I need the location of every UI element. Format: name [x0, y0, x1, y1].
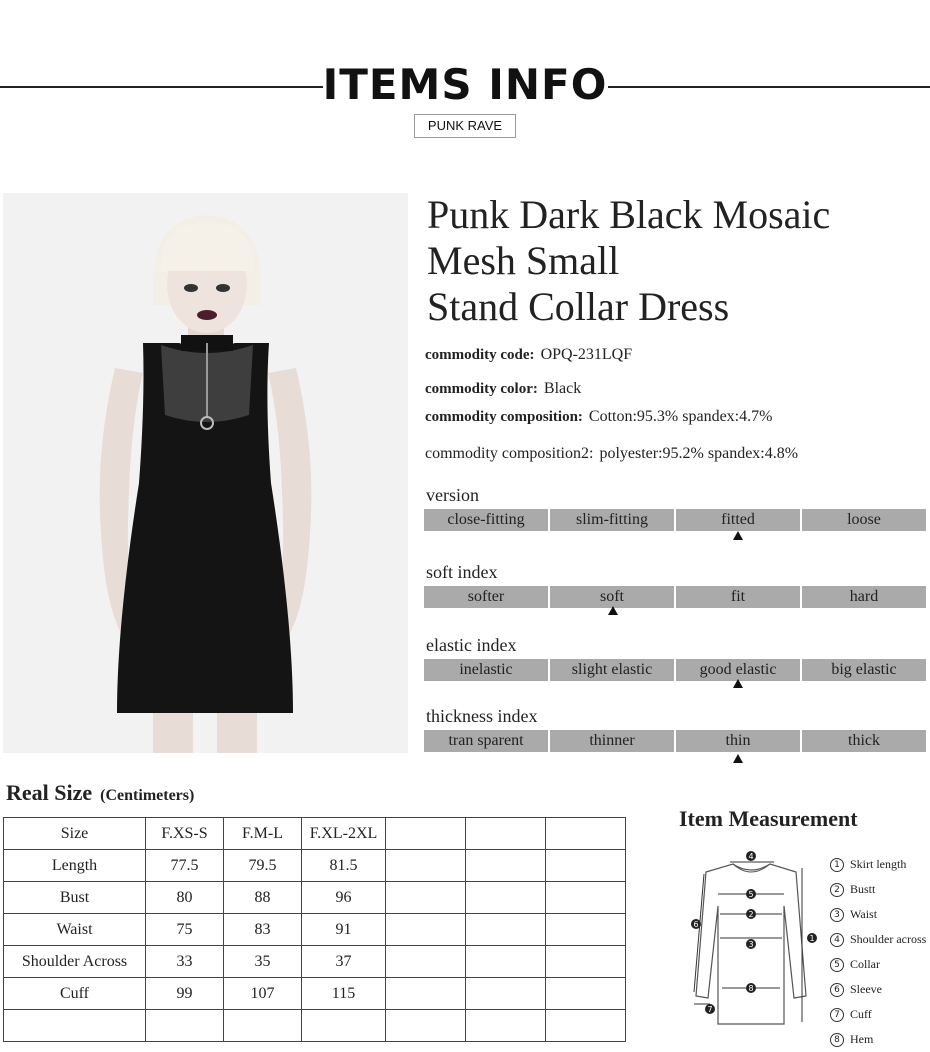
elastic-index-marker: [733, 679, 743, 688]
legend-number: 4: [830, 933, 844, 947]
legend-item: [830, 952, 926, 977]
table-cell: [466, 978, 546, 1010]
version-scale: [424, 509, 928, 531]
elastic-index-scale: [424, 659, 928, 681]
table-cell: 75: [146, 914, 224, 946]
table-cell: 80: [146, 882, 224, 914]
table-cell: [386, 882, 466, 914]
table-cell: F.XL-2XL: [302, 818, 386, 850]
soft-index-option: fit: [676, 586, 800, 608]
table-cell: Waist: [4, 914, 146, 946]
info-value: polyester:95.2% spandex:4.8%: [599, 445, 799, 462]
info-value: Black: [543, 380, 582, 397]
real-size-heading: Real Size: [6, 780, 93, 805]
table-cell: [386, 818, 466, 850]
info-value: Cotton:95.3% spandex:4.7%: [588, 408, 773, 425]
product-title-line: Punk Dark Black Mosaic: [427, 192, 831, 237]
elastic-index-label: elastic index: [426, 635, 517, 655]
table-header-row: [4, 818, 626, 850]
info-key: commodity color:: [425, 381, 538, 397]
soft-index-marker: [608, 606, 618, 615]
svg-text:7: 7: [707, 1005, 713, 1014]
product-photo: [3, 193, 408, 753]
table-cell: F.XS-S: [146, 818, 224, 850]
product-title-line: Stand Collar Dress: [427, 284, 730, 329]
table-cell: [546, 818, 626, 850]
table-cell: Bust: [4, 882, 146, 914]
table-cell: F.M-L: [224, 818, 302, 850]
legend-item: [830, 877, 926, 902]
legend-label: Cuff: [850, 1007, 872, 1021]
info-key: commodity code:: [425, 347, 535, 363]
table-cell: 96: [302, 882, 386, 914]
legend-item: [830, 852, 926, 877]
table-cell: Shoulder Across: [4, 946, 146, 978]
commodity-code: [425, 346, 632, 364]
table-cell: 88: [224, 882, 302, 914]
table-cell: Cuff: [4, 978, 146, 1010]
real-size-unit: (Centimeters): [100, 787, 195, 804]
table-row: [4, 914, 626, 946]
legend-number: 7: [830, 1008, 844, 1022]
soft-index-option: soft: [550, 586, 674, 608]
legend-item: [830, 902, 926, 927]
elastic-index-option: inelastic: [424, 659, 548, 681]
table-row: [4, 1010, 626, 1042]
svg-text:6: 6: [693, 920, 699, 929]
table-cell: 99: [146, 978, 224, 1010]
thickness-index-option: thinner: [550, 730, 674, 752]
table-row: [4, 946, 626, 978]
legend-number: 2: [830, 883, 844, 897]
legend-number: 6: [830, 983, 844, 997]
legend-number: 8: [830, 1033, 844, 1047]
version-option: loose: [802, 509, 926, 531]
thickness-index-option: tran sparent: [424, 730, 548, 752]
measurement-legend: [830, 852, 926, 1052]
table-cell: [466, 914, 546, 946]
dress-measurement-sketch: [678, 846, 828, 1036]
svg-text:8: 8: [748, 984, 754, 993]
table-cell: [546, 914, 626, 946]
version-option: close-fitting: [424, 509, 548, 531]
table-cell: 81.5: [302, 850, 386, 882]
table-row: [4, 850, 626, 882]
soft-index-option: hard: [802, 586, 926, 608]
table-cell: 35: [224, 946, 302, 978]
table-cell: [386, 1010, 466, 1042]
measurement-diagram: [678, 846, 828, 1036]
product-title: [427, 192, 927, 330]
legend-label: Hem: [850, 1032, 874, 1046]
table-cell: [466, 1010, 546, 1042]
elastic-index-option: slight elastic: [550, 659, 674, 681]
legend-label: Waist: [850, 907, 878, 921]
commodity-composition: [425, 408, 772, 426]
thickness-index-marker: [733, 754, 743, 763]
page-title: ITEMS INFO: [322, 60, 608, 109]
model-illustration: [3, 193, 408, 753]
info-key: commodity composition2:: [425, 445, 594, 462]
table-cell: [386, 978, 466, 1010]
legend-label: Bustt: [850, 882, 876, 896]
soft-index-option: softer: [424, 586, 548, 608]
thickness-index-label: thickness index: [426, 706, 538, 726]
table-cell: 107: [224, 978, 302, 1010]
table-cell: 79.5: [224, 850, 302, 882]
legend-number: 5: [830, 958, 844, 972]
table-cell: 33: [146, 946, 224, 978]
table-cell: [546, 850, 626, 882]
table-cell: [224, 1010, 302, 1042]
version-marker: [733, 531, 743, 540]
table-cell: [466, 946, 546, 978]
legend-item: [830, 1002, 926, 1027]
legend-label: Collar: [850, 957, 880, 971]
thickness-index-option: thick: [802, 730, 926, 752]
elastic-index-option: big elastic: [802, 659, 926, 681]
table-cell: [466, 818, 546, 850]
table-cell: [466, 850, 546, 882]
table-cell: [386, 850, 466, 882]
svg-text:1: 1: [809, 934, 815, 943]
svg-text:3: 3: [748, 940, 754, 949]
svg-text:5: 5: [748, 890, 754, 899]
table-row: [4, 882, 626, 914]
legend-number: 3: [830, 908, 844, 922]
table-cell: 91: [302, 914, 386, 946]
legend-label: Sleeve: [850, 982, 882, 996]
brand-label: PUNK RAVE: [414, 114, 516, 138]
info-value: OPQ-231LQF: [540, 346, 633, 363]
version-option: fitted: [676, 509, 800, 531]
thickness-index-scale: [424, 730, 928, 752]
table-cell: [546, 1010, 626, 1042]
version-label: version: [426, 485, 479, 505]
version-option: slim-fitting: [550, 509, 674, 531]
table-cell: [546, 882, 626, 914]
elastic-index-option: good elastic: [676, 659, 800, 681]
table-cell: [386, 914, 466, 946]
legend-label: Skirt length: [850, 857, 907, 871]
table-cell: [386, 946, 466, 978]
table-cell: [302, 1010, 386, 1042]
table-cell: [546, 978, 626, 1010]
commodity-composition2: [425, 445, 798, 463]
legend-label: Shoulder across: [850, 932, 927, 946]
real-size-title: [6, 780, 194, 806]
soft-index-scale: [424, 586, 928, 608]
size-table: [3, 817, 626, 1042]
legend-number: 1: [830, 858, 844, 872]
svg-text:2: 2: [748, 910, 754, 919]
table-cell: [546, 946, 626, 978]
table-cell: Size: [4, 818, 146, 850]
table-cell: 83: [224, 914, 302, 946]
table-row: [4, 978, 626, 1010]
table-cell: 115: [302, 978, 386, 1010]
table-cell: [466, 882, 546, 914]
table-cell: [4, 1010, 146, 1042]
commodity-color: [425, 380, 581, 398]
thickness-index-option: thin: [676, 730, 800, 752]
item-measurement-title: Item Measurement: [679, 806, 858, 831]
soft-index-label: soft index: [426, 562, 498, 582]
legend-item: [830, 927, 926, 952]
info-key: commodity composition:: [425, 409, 583, 425]
table-cell: [146, 1010, 224, 1042]
svg-text:4: 4: [748, 852, 754, 861]
table-cell: Length: [4, 850, 146, 882]
table-cell: 37: [302, 946, 386, 978]
table-cell: 77.5: [146, 850, 224, 882]
legend-item: [830, 977, 926, 1002]
product-title-line: Mesh Small: [427, 238, 620, 283]
